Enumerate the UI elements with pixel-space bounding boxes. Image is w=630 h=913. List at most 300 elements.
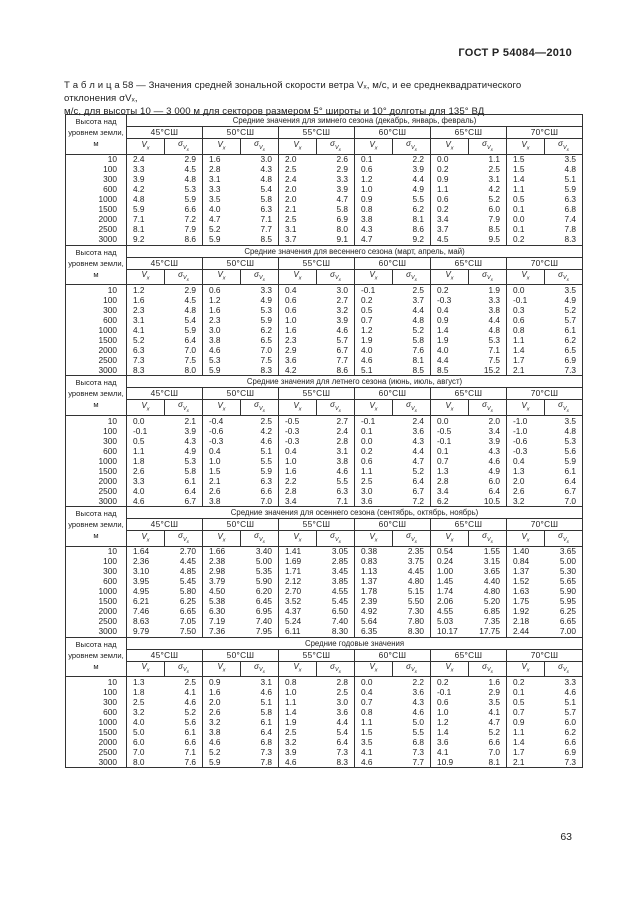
mean-speed-value: 1.75 — [507, 597, 545, 607]
mean-speed-value: 3.3 — [127, 165, 165, 175]
std-dev-value: 15.2 — [469, 365, 507, 376]
sigma-subscript-v: Vx — [486, 275, 493, 283]
height-value: 2500 — [66, 355, 127, 365]
height-value: 300 — [66, 436, 127, 446]
mean-speed-value: 1.40 — [507, 546, 545, 557]
subscript-x: x — [146, 667, 150, 674]
std-dev-value: 2.4 — [317, 426, 355, 436]
std-dev-value: 4.85 — [165, 567, 203, 577]
mean-speed-value: 9.2 — [127, 235, 165, 246]
std-dev-value: 5.30 — [545, 567, 583, 577]
mean-speed-value: 1.5 — [355, 727, 393, 737]
mean-speed-value: 2.8 — [279, 486, 317, 496]
mean-speed-value: 1.0 — [203, 456, 241, 466]
mean-speed-value: 4.4 — [431, 355, 469, 365]
mean-speed-value: 0.6 — [431, 195, 469, 205]
mean-speed-value: 0.83 — [355, 557, 393, 567]
std-dev-value: 6.25 — [545, 607, 583, 617]
std-dev-value: 4.7 — [317, 195, 355, 205]
v-symbol: V — [217, 139, 223, 149]
mean-speed-value: 2.3 — [279, 335, 317, 345]
std-dev-value: 5.3 — [165, 185, 203, 195]
std-dev-value: 4.4 — [317, 717, 355, 727]
std-dev-value: 5.8 — [317, 205, 355, 215]
table-section — [66, 115, 583, 246]
sigma-subscript-v: Vx — [562, 536, 569, 544]
height-value: 300 — [66, 305, 127, 315]
v-symbol: V — [217, 400, 223, 410]
sigma-subscript-x: x — [338, 538, 341, 544]
std-dev-value: 3.0 — [317, 285, 355, 296]
season-title: Средние значения для осеннего сезона (сентябрь, октябрь, ноябрь) — [127, 507, 583, 519]
sigma-subscript-x: x — [186, 408, 189, 414]
std-dev-value: 7.4 — [545, 215, 583, 225]
std-dev-value: 3.75 — [393, 557, 431, 567]
mean-speed-value: 5.9 — [127, 205, 165, 215]
mean-speed-value: 7.19 — [203, 617, 241, 627]
latitude-header: 50°СШ — [203, 257, 279, 269]
mean-speed-value: 7.3 — [127, 355, 165, 365]
table-row — [66, 597, 583, 607]
table-section — [66, 376, 583, 507]
sigma-subscript-v: Vx — [562, 667, 569, 675]
mean-speed-value: 4.1 — [431, 747, 469, 757]
mean-speed-symbol — [355, 661, 393, 677]
table-row — [66, 436, 583, 446]
mean-speed-value: 0.6 — [203, 285, 241, 296]
mean-speed-value: 2.5 — [279, 165, 317, 175]
std-dev-value: 4.9 — [241, 295, 279, 305]
std-dev-value: 5.20 — [469, 597, 507, 607]
std-dev-value: 4.8 — [241, 175, 279, 185]
height-value: 300 — [66, 175, 127, 185]
mean-speed-value: 5.3 — [203, 355, 241, 365]
std-dev-value: 7.6 — [393, 345, 431, 355]
sigma-speed-symbol — [317, 531, 355, 547]
std-dev-value: 4.5 — [165, 165, 203, 175]
std-dev-value: 6.6 — [469, 737, 507, 747]
std-dev-value: 7.1 — [165, 747, 203, 757]
std-dev-value: 3.8 — [317, 456, 355, 466]
table-row — [66, 627, 583, 638]
sigma-subscript-v: Vx — [258, 144, 265, 152]
mean-speed-value: 1.1 — [127, 446, 165, 456]
latitude-header: 60°СШ — [355, 127, 431, 139]
mean-speed-value: 2.18 — [507, 617, 545, 627]
mean-speed-value: 0.1 — [355, 426, 393, 436]
page-number: 63 — [560, 831, 572, 843]
latitude-header: 70°СШ — [507, 388, 583, 400]
table-row — [66, 677, 583, 688]
v-symbol: V — [141, 139, 147, 149]
std-dev-value: 5.2 — [165, 707, 203, 717]
std-dev-value: 6.4 — [241, 727, 279, 737]
mean-speed-value: 0.1 — [431, 446, 469, 456]
std-dev-value: 5.95 — [545, 597, 583, 607]
sigma-subscript-x: x — [414, 538, 417, 544]
std-dev-value: 8.1 — [469, 757, 507, 768]
std-dev-value: 4.8 — [469, 325, 507, 335]
mean-speed-value: 0.6 — [507, 315, 545, 325]
height-column-header: Высота над уровнем земли, м — [66, 507, 127, 547]
mean-speed-value: -1.0 — [507, 426, 545, 436]
std-dev-value: 8.3 — [317, 757, 355, 768]
mean-speed-value: 0.54 — [431, 546, 469, 557]
caption-line-2: м/с, для высоты 10 — 3 000 м для секторов размером 5° широты и 10° долготы для 135° ВД — [64, 106, 485, 117]
subscript-x: x — [146, 275, 150, 282]
mean-speed-value: 0.4 — [279, 285, 317, 296]
sigma-subscript-x: x — [566, 277, 569, 283]
sigma-subscript-x: x — [414, 277, 417, 283]
mean-speed-value: 5.9 — [203, 235, 241, 246]
table-row — [66, 305, 583, 315]
std-dev-value: 7.1 — [317, 496, 355, 507]
table-row — [66, 335, 583, 345]
std-dev-value: 6.1 — [241, 717, 279, 727]
std-dev-value: 7.1 — [241, 215, 279, 225]
std-dev-value: 5.50 — [393, 597, 431, 607]
sigma-subscript-v: Vx — [182, 144, 189, 152]
sigma-speed-symbol — [393, 400, 431, 416]
mean-speed-value: 2.5 — [279, 727, 317, 737]
table-row — [66, 426, 583, 436]
std-dev-value: 2.0 — [469, 416, 507, 427]
latitude-header: 70°СШ — [507, 257, 583, 269]
std-dev-value: 7.05 — [165, 617, 203, 627]
mean-speed-value: 4.6 — [127, 496, 165, 507]
mean-speed-value: 1.71 — [279, 567, 317, 577]
sigma-speed-symbol — [545, 139, 583, 155]
season-title: Средние значения для летнего сезона (июнь, июль, август) — [127, 376, 583, 388]
std-dev-value: 7.7 — [317, 355, 355, 365]
height-value: 1000 — [66, 587, 127, 597]
std-dev-value: 3.3 — [545, 677, 583, 688]
sigma-speed-symbol — [241, 400, 279, 416]
std-dev-value: 8.30 — [317, 627, 355, 638]
mean-speed-symbol — [279, 139, 317, 155]
std-dev-value: 5.3 — [241, 305, 279, 315]
mean-speed-value: 0.9 — [203, 677, 241, 688]
sigma-subscript-v: Vx — [410, 405, 417, 414]
std-dev-value: 4.8 — [165, 175, 203, 185]
latitude-header: 60°СШ — [355, 649, 431, 661]
mean-speed-value: 1.1 — [507, 727, 545, 737]
std-dev-value: 3.6 — [393, 687, 431, 697]
latitude-header: 60°СШ — [355, 257, 431, 269]
std-dev-value: 4.7 — [393, 456, 431, 466]
mean-speed-value: 0.9 — [507, 717, 545, 727]
std-dev-value: 7.3 — [393, 747, 431, 757]
v-symbol: V — [521, 531, 527, 541]
sigma-speed-symbol — [393, 661, 431, 677]
mean-speed-value: 4.95 — [127, 587, 165, 597]
std-dev-value: 7.9 — [469, 215, 507, 225]
mean-speed-value: 2.3 — [127, 305, 165, 315]
std-dev-value: 4.5 — [165, 295, 203, 305]
latitude-header: 65°СШ — [431, 388, 507, 400]
std-dev-value: 6.45 — [241, 597, 279, 607]
std-dev-value: 2.5 — [469, 165, 507, 175]
mean-speed-value: 0.0 — [507, 285, 545, 296]
mean-speed-value: 3.7 — [431, 225, 469, 235]
std-dev-value: 6.3 — [241, 205, 279, 215]
sigma-speed-symbol — [241, 531, 279, 547]
sigma-speed-symbol — [469, 400, 507, 416]
std-dev-value: 2.5 — [317, 687, 355, 697]
mean-speed-value: 4.3 — [355, 225, 393, 235]
latitude-header: 60°СШ — [355, 388, 431, 400]
std-dev-value: 6.3 — [317, 486, 355, 496]
table-row — [66, 456, 583, 466]
std-dev-value: 2.7 — [317, 295, 355, 305]
std-dev-value: 6.1 — [165, 476, 203, 486]
std-dev-value: 7.2 — [165, 215, 203, 225]
std-dev-value: 2.8 — [317, 677, 355, 688]
mean-speed-value: -0.5 — [431, 426, 469, 436]
mean-speed-symbol — [507, 269, 545, 285]
height-value: 2000 — [66, 737, 127, 747]
mean-speed-value: 0.3 — [507, 305, 545, 315]
mean-speed-value: -0.1 — [507, 295, 545, 305]
std-dev-value: 8.1 — [393, 355, 431, 365]
std-dev-value: 5.3 — [165, 456, 203, 466]
mean-speed-symbol — [279, 269, 317, 285]
sigma-subscript-v: Vx — [410, 275, 417, 283]
mean-speed-value: 1.0 — [431, 707, 469, 717]
latitude-header: 50°СШ — [203, 519, 279, 531]
mean-speed-value: 0.8 — [355, 205, 393, 215]
mean-speed-value: 3.8 — [355, 215, 393, 225]
mean-speed-value: 1.4 — [507, 345, 545, 355]
v-symbol: V — [521, 270, 527, 280]
mean-speed-value: 1.66 — [203, 546, 241, 557]
sigma-subscript-v: Vx — [562, 275, 569, 283]
subscript-x: x — [450, 275, 454, 282]
mean-speed-value: 0.7 — [507, 707, 545, 717]
std-dev-value: 8.5 — [241, 235, 279, 246]
std-dev-value: 5.00 — [241, 557, 279, 567]
std-dev-value: 4.3 — [393, 436, 431, 446]
std-dev-value: 6.85 — [469, 607, 507, 617]
mean-speed-symbol — [203, 661, 241, 677]
latitude-header: 50°СШ — [203, 127, 279, 139]
table-row — [66, 587, 583, 597]
std-dev-value: 3.9 — [165, 426, 203, 436]
mean-speed-value: 2.5 — [355, 476, 393, 486]
std-dev-value: 3.40 — [241, 546, 279, 557]
sigma-speed-symbol — [165, 139, 203, 155]
std-dev-value: 6.1 — [165, 727, 203, 737]
mean-speed-value: 1.1 — [507, 185, 545, 195]
std-dev-value: 7.8 — [545, 225, 583, 235]
subscript-x: x — [450, 667, 454, 674]
mean-speed-value: 0.7 — [431, 456, 469, 466]
std-dev-value: 4.4 — [393, 305, 431, 315]
mean-speed-value: -0.6 — [507, 436, 545, 446]
mean-speed-value: 3.3 — [127, 476, 165, 486]
std-dev-value: 3.3 — [469, 295, 507, 305]
height-value: 1000 — [66, 717, 127, 727]
std-dev-value: 4.3 — [165, 436, 203, 446]
std-dev-value: 2.6 — [317, 154, 355, 165]
mean-speed-value: 5.38 — [203, 597, 241, 607]
latitude-header-row — [66, 649, 583, 661]
std-dev-value: 3.5 — [545, 285, 583, 296]
mean-speed-value: 2.1 — [507, 757, 545, 768]
mean-speed-value: 0.2 — [431, 677, 469, 688]
sigma-subscript-v: Vx — [562, 144, 569, 152]
mean-speed-value: 2.8 — [431, 476, 469, 486]
mean-speed-value: 1.1 — [279, 697, 317, 707]
latitude-header: 55°СШ — [279, 649, 355, 661]
subscript-x: x — [146, 406, 150, 413]
subscript-x: x — [526, 667, 530, 674]
mean-speed-value: 3.4 — [431, 215, 469, 225]
sigma-subscript-x: x — [566, 408, 569, 414]
mean-speed-value: 1.6 — [127, 295, 165, 305]
sigma-subscript-v: Vx — [334, 405, 341, 414]
mean-speed-value: 1.8 — [127, 687, 165, 697]
mean-speed-value: 1.4 — [431, 727, 469, 737]
std-dev-value: 4.6 — [469, 456, 507, 466]
mean-speed-value: 1.6 — [279, 325, 317, 335]
mean-speed-value: 0.0 — [431, 416, 469, 427]
mean-speed-value: 2.06 — [431, 597, 469, 607]
std-dev-value: 4.55 — [317, 587, 355, 597]
std-dev-value: 7.0 — [545, 496, 583, 507]
sigma-subscript-x: x — [414, 669, 417, 675]
sigma-subscript-v: Vx — [486, 667, 493, 675]
std-dev-value: 2.2 — [393, 154, 431, 165]
mean-speed-value: 2.39 — [355, 597, 393, 607]
sigma-speed-symbol — [317, 661, 355, 677]
mean-speed-value: 0.0 — [127, 416, 165, 427]
mean-speed-value: 5.9 — [203, 365, 241, 376]
mean-speed-value: 2.9 — [279, 345, 317, 355]
std-dev-value: 4.2 — [469, 185, 507, 195]
mean-speed-value: 0.9 — [355, 195, 393, 205]
height-value: 3000 — [66, 235, 127, 246]
mean-speed-value: 2.1 — [279, 205, 317, 215]
std-dev-value: 5.1 — [241, 446, 279, 456]
mean-speed-symbol — [127, 531, 165, 547]
mean-speed-value: 0.6 — [355, 456, 393, 466]
std-dev-value: 7.5 — [469, 355, 507, 365]
sigma-subscript-v: Vx — [410, 144, 417, 152]
std-dev-value: 4.9 — [469, 466, 507, 476]
mean-speed-symbol — [279, 400, 317, 416]
mean-speed-value: 7.46 — [127, 607, 165, 617]
std-dev-value: 7.50 — [165, 627, 203, 638]
mean-speed-value: 3.6 — [431, 737, 469, 747]
mean-speed-value: 2.0 — [507, 476, 545, 486]
mean-speed-value: 0.2 — [431, 205, 469, 215]
sigma-symbol: σ — [330, 269, 335, 279]
mean-speed-value: 1.9 — [279, 717, 317, 727]
height-value: 1500 — [66, 597, 127, 607]
mean-speed-value: 3.7 — [279, 235, 317, 246]
height-value: 1500 — [66, 335, 127, 345]
std-dev-value: 3.2 — [317, 305, 355, 315]
sigma-subscript-x: x — [338, 277, 341, 283]
mean-speed-value: 0.6 — [355, 165, 393, 175]
mean-speed-value: 2.6 — [203, 707, 241, 717]
sigma-speed-symbol — [317, 269, 355, 285]
mean-speed-value: 0.2 — [431, 285, 469, 296]
mean-speed-value: 1.0 — [279, 687, 317, 697]
std-dev-value: 7.40 — [241, 617, 279, 627]
table-row — [66, 697, 583, 707]
mean-speed-value: 1.8 — [127, 456, 165, 466]
table-row — [66, 295, 583, 305]
subscript-x: x — [450, 406, 454, 413]
mean-speed-value: 0.1 — [507, 687, 545, 697]
std-dev-value: 5.3 — [469, 335, 507, 345]
sigma-speed-symbol — [317, 400, 355, 416]
std-dev-value: 5.90 — [241, 577, 279, 587]
mean-speed-value: 2.5 — [279, 215, 317, 225]
sigma-symbol: σ — [254, 400, 259, 410]
std-dev-value: 4.3 — [469, 446, 507, 456]
mean-speed-value: 2.5 — [127, 697, 165, 707]
mean-speed-value: 4.0 — [431, 345, 469, 355]
std-dev-value: 4.8 — [165, 305, 203, 315]
std-dev-value: 8.30 — [393, 627, 431, 638]
sigma-speed-symbol — [545, 661, 583, 677]
mean-speed-value: 2.0 — [279, 195, 317, 205]
sigma-symbol: σ — [406, 269, 411, 279]
mean-speed-value: 0.2 — [507, 235, 545, 246]
mean-speed-value: 1.3 — [431, 466, 469, 476]
std-dev-value: 8.5 — [393, 365, 431, 376]
std-dev-value: 4.6 — [165, 697, 203, 707]
mean-speed-value: 5.1 — [355, 365, 393, 376]
height-value: 600 — [66, 577, 127, 587]
height-value: 100 — [66, 687, 127, 697]
mean-speed-value: 3.52 — [279, 597, 317, 607]
mean-speed-value: -0.1 — [355, 416, 393, 427]
mean-speed-value: 4.0 — [203, 205, 241, 215]
table-row — [66, 175, 583, 185]
symbol-header-row — [66, 139, 583, 155]
latitude-header-row — [66, 127, 583, 139]
sigma-subscript-x: x — [566, 669, 569, 675]
table-row — [66, 486, 583, 496]
mean-speed-value: 1.4 — [279, 707, 317, 717]
latitude-header: 45°СШ — [127, 388, 203, 400]
mean-speed-value: 0.1 — [507, 205, 545, 215]
mean-speed-value: 1.2 — [355, 175, 393, 185]
table-row — [66, 727, 583, 737]
mean-speed-value: 9.79 — [127, 627, 165, 638]
mean-speed-value: 5.2 — [203, 747, 241, 757]
mean-speed-symbol — [279, 531, 317, 547]
std-dev-value: 3.05 — [317, 546, 355, 557]
symbol-header-row — [66, 661, 583, 677]
std-dev-value: 2.5 — [393, 285, 431, 296]
sigma-subscript-v: Vx — [182, 405, 189, 414]
subscript-x: x — [374, 406, 378, 413]
mean-speed-value: 1.69 — [279, 557, 317, 567]
mean-speed-value: -0.6 — [203, 426, 241, 436]
mean-speed-value: 3.1 — [203, 175, 241, 185]
mean-speed-value: 6.0 — [127, 737, 165, 747]
sigma-speed-symbol — [165, 269, 203, 285]
std-dev-value: 3.6 — [317, 707, 355, 717]
mean-speed-value: 3.0 — [355, 486, 393, 496]
mean-speed-value: 1.9 — [355, 335, 393, 345]
std-dev-value: 2.9 — [317, 165, 355, 175]
